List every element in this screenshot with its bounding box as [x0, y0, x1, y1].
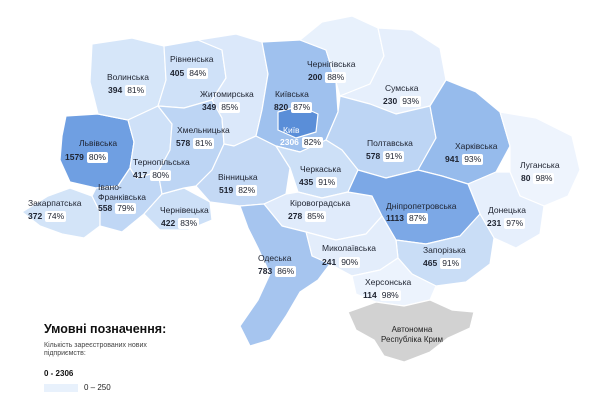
region-label: Львівська — [79, 138, 118, 148]
region-label: Полтавська — [367, 138, 413, 148]
region-percent: 90% — [341, 257, 359, 267]
region-values — [363, 290, 401, 301]
region-values — [423, 258, 461, 269]
region-count: 783 — [258, 266, 273, 276]
region-label: Одеська — [258, 253, 292, 263]
region-label: Дніпропетровська — [386, 201, 457, 211]
region-label: Закарпатська — [28, 198, 82, 208]
legend-swatch-label: 0 – 250 — [84, 383, 111, 392]
region-percent: 98% — [381, 290, 399, 300]
region-percent: 82% — [238, 185, 256, 195]
region-values — [28, 211, 66, 222]
region-percent: 82% — [303, 137, 321, 147]
region-label: Хмельницька — [177, 125, 230, 135]
region-label: Волинська — [107, 72, 149, 82]
region-percent: 91% — [318, 177, 336, 187]
region-percent: 80% — [152, 170, 170, 180]
region-label: Тернопільська — [133, 157, 190, 167]
region-values — [288, 211, 326, 222]
region-values — [487, 218, 525, 229]
region-count: 405 — [170, 68, 185, 78]
region-count: 372 — [28, 211, 43, 221]
region-label: Луганська — [520, 160, 560, 170]
region-values — [258, 266, 296, 277]
region-percent: 87% — [408, 213, 426, 223]
region-percent: 91% — [385, 151, 403, 161]
region-count: 519 — [219, 185, 234, 195]
region-label: Чернівецька — [160, 205, 209, 215]
region-count: 578 — [366, 151, 381, 161]
region-count: 465 — [423, 258, 438, 268]
region-count: 558 — [98, 203, 113, 213]
region-values — [133, 170, 171, 181]
region-percent: 93% — [402, 96, 420, 106]
region-count: 941 — [445, 154, 460, 164]
region-count: 2306 — [280, 137, 299, 147]
crimea-label: Автономна Республіка Крим — [381, 325, 443, 344]
region-label: Рівненська — [170, 54, 214, 64]
region-values — [521, 173, 554, 184]
region-label: Донецька — [488, 205, 526, 215]
region-label: Київська — [275, 89, 309, 99]
region-percent: 81% — [127, 85, 145, 95]
region-count: 114 — [363, 290, 377, 300]
region-values — [386, 213, 428, 224]
region-count: 417 — [133, 170, 148, 180]
region-percent: 83% — [180, 218, 198, 228]
region-label: Чернігівська — [307, 59, 356, 69]
region-values — [108, 85, 146, 96]
region-count: 241 — [322, 257, 337, 267]
region-percent: 98% — [535, 173, 553, 183]
region-label: Черкаська — [300, 164, 342, 174]
region-percent: 80% — [88, 152, 106, 162]
region-percent: 91% — [442, 258, 460, 268]
region-values — [202, 102, 240, 113]
region-values — [366, 151, 404, 162]
region-count: 200 — [308, 72, 323, 82]
region-percent: 93% — [464, 154, 482, 164]
region-values — [299, 177, 337, 188]
region-label: Миколаївська — [322, 243, 376, 253]
region-values — [170, 68, 208, 79]
region-count: 394 — [108, 85, 123, 95]
region-count: 230 — [383, 96, 398, 106]
region-count: 578 — [176, 138, 191, 148]
region-count: 820 — [274, 102, 289, 112]
region-values — [280, 137, 323, 148]
region-percent: 74% — [47, 211, 65, 221]
region-count: 278 — [288, 211, 303, 221]
region-values — [161, 218, 199, 229]
region-values — [322, 257, 360, 268]
region-values — [176, 138, 214, 149]
region-label: Харківська — [455, 141, 498, 151]
legend-swatch — [44, 384, 78, 392]
region-values — [445, 154, 483, 165]
legend-subtitle: Кількість зареєстрованих нових підприємств: — [44, 342, 147, 357]
region-percent: 85% — [307, 211, 325, 221]
region-values — [383, 96, 421, 107]
region-label: Кіровоградська — [290, 198, 351, 208]
region-label: Київ — [283, 125, 300, 135]
region-count: 80 — [521, 173, 531, 183]
region-values — [274, 102, 312, 113]
region-values — [219, 185, 257, 196]
region-values — [98, 203, 136, 214]
region-percent: 88% — [327, 72, 345, 82]
region-count: 231 — [487, 218, 502, 228]
region-label: Вінницька — [218, 172, 258, 182]
region-percent: 85% — [221, 102, 239, 112]
region-label: Запорізька — [423, 245, 466, 255]
region-count: 435 — [299, 177, 314, 187]
region-count: 349 — [202, 102, 217, 112]
region-percent: 87% — [293, 102, 311, 112]
region-label: Херсонська — [365, 277, 412, 287]
legend-range: 0 - 2306 — [44, 369, 74, 378]
region-values — [65, 152, 108, 163]
region-count: 422 — [161, 218, 176, 228]
region-percent: 81% — [195, 138, 213, 148]
region-lvivska[interactable] — [60, 114, 134, 188]
legend-title: Умовні позначення: — [44, 322, 167, 336]
region-count: 1113 — [386, 213, 404, 223]
region-values — [308, 72, 346, 83]
region-percent: 84% — [189, 68, 207, 78]
region-percent: 79% — [117, 203, 135, 213]
region-label: Івано-Франківська — [98, 182, 146, 202]
region-count: 1579 — [65, 152, 84, 162]
region-label: Житомирська — [200, 89, 254, 99]
region-label: Сумська — [385, 83, 419, 93]
region-percent: 97% — [506, 218, 524, 228]
region-percent: 86% — [277, 266, 295, 276]
